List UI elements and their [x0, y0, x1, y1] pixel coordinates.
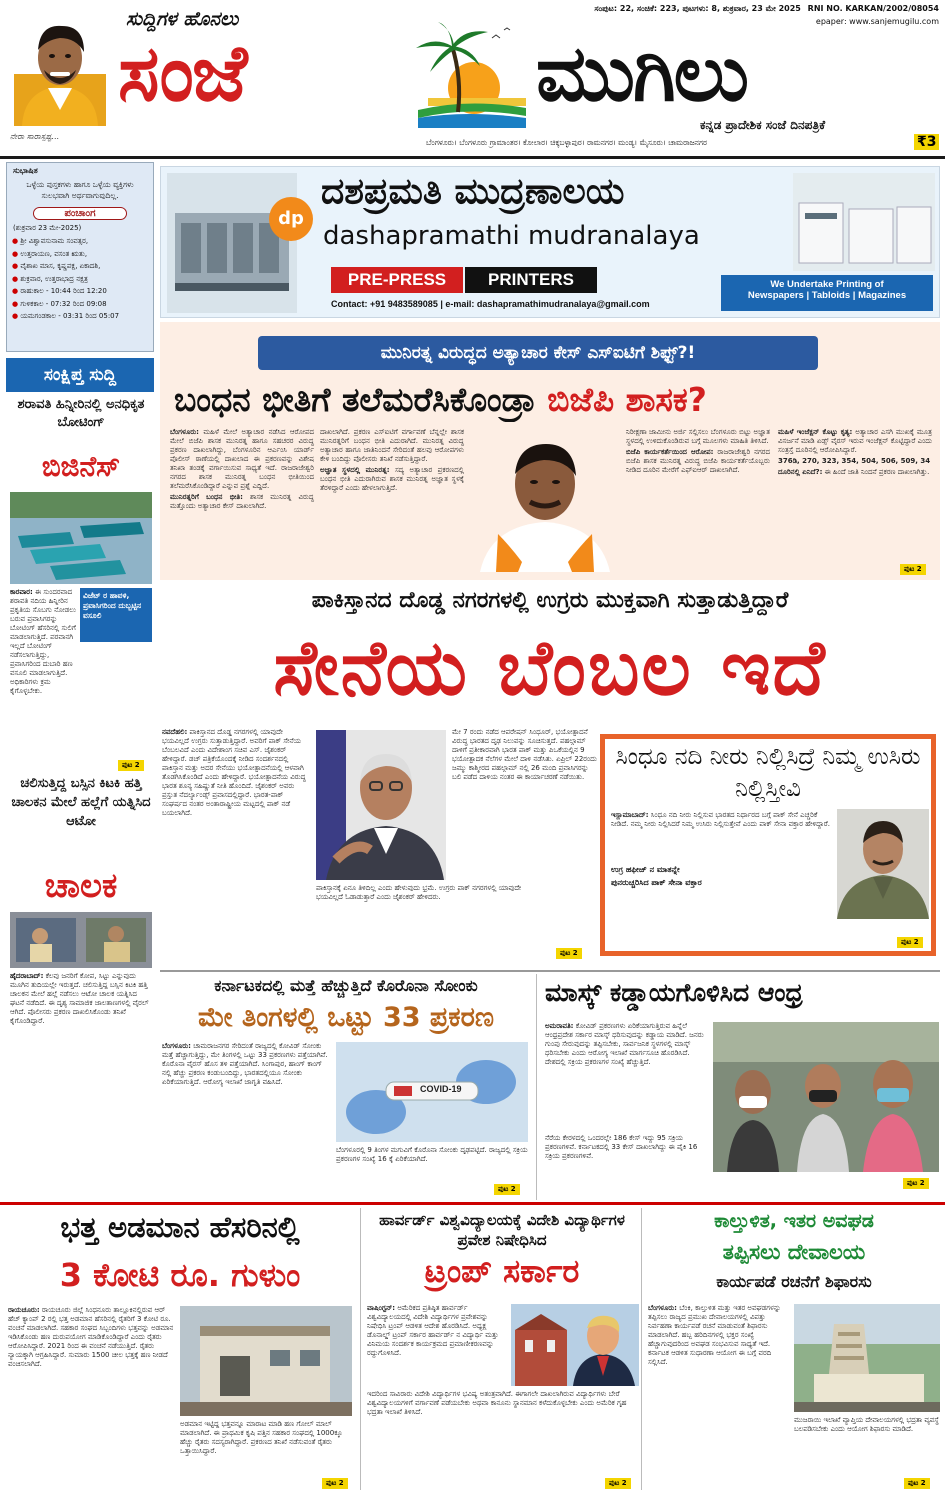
- story7-col2: ಮುಜರಾಯಿ ಇಲಾಖೆ ವ್ಯಾಪ್ತಿಯ ದೇವಾಲಯಗಳಲ್ಲಿ ಭದ್ರತಾ ವ್ಯವಸ್ಥೆ ಬಲಪಡಿಸಬೇಕು ಎಂದು ಆಯೋಗ ಶಿಫಾರಸು ಮಾಡಿದೆ.: [794, 1416, 939, 1433]
- brief2-text: [10, 972, 152, 1025]
- story6-more[interactable]: ಪುಟ 2: [605, 1478, 631, 1489]
- indus-headline: ಸಿಂಧೂ ನದಿ ನೀರು ನಿಲ್ಲಿಸಿದ್ರೆ ನಿಮ್ಮ ಉಸಿರು ನಿಲ್ಲಿಸ್ತೀವಿ: [615, 744, 921, 802]
- dateline: ಬೆಂಗಳೂರು:: [170, 428, 199, 436]
- dp-logo-text: dp: [278, 208, 304, 229]
- story4: [536, 974, 940, 1200]
- ipc-sections: 376ಡಿ, 270, 323, 354, 504, 506, 509, 34: [778, 457, 931, 465]
- sunset-palm-icon: [408, 18, 526, 128]
- ad-services-box: [721, 275, 933, 311]
- brief1-more[interactable]: ಪುಟ 2: [118, 760, 144, 771]
- brief1-side-box: ವಿಜೆಟ್ ರ ಹಾವಳಿ, ಪ್ರವಾಸಿಗರಿಂದ ದುಬ್ಬಟ್ಟಿನ ವಸೂಲಿ: [80, 588, 152, 642]
- panchanga-item-text: ಯಮಗಂಡಕಾಲ - 03:31 ರಿಂದ 05:07: [20, 312, 120, 320]
- story4-more[interactable]: ಪುಟ 2: [903, 1178, 929, 1189]
- ad-banner[interactable]: [160, 166, 940, 318]
- story6-body: ಅಮೆರಿಕದ ಪ್ರತಿಷ್ಠಿತ ಹಾರ್ವರ್ಡ್ ವಿಶ್ವವಿದ್ಯಾಲಯದಲ್ಲಿ ವಿದೇಶಿ ವಿದ್ಯಾರ್ಥಿಗಳ ಪ್ರವೇಶವನ್ನು ನಿಷೇಧಿಸಿ ಟ್ರಂಪ್ ಆಡಳಿತ ಆದೇಶ ಹೊರಡಿಸಿದೆ. ಅಧ್ಯಕ್ಷ ಡೊನಾಲ್ಡ್ ಟ್ರಂಪ್ ಸರ್ಕಾರ ಹಾರ್ವರ್ಡ್ ನ ವಿದ್ಯಾರ್ಥಿ ಮತ್ತು ವಿನಿಮಯ ಸಂದರ್ಶಕ ಕಾರ್ಯಕ್ರಮದ ಪ್ರಮಾಣೀಕರಣವನ್ನು ರದ್ದುಗೊಳಿಸಿದೆ.: [367, 1304, 499, 1357]
- story7-headline-a: ಕಾಲ್ತುಳಿತ, ಇತರ ಅವಘಡ: [714, 1210, 874, 1232]
- panchanga-list: [7, 235, 153, 323]
- photo-caption: ನೇರಾ ಸಾರಾಸ್ಪಷ್ಟ...: [10, 132, 60, 141]
- story5-headline-a: ಭತ್ತ ಅಡಮಾನ ಹೆಸರಿನಲ್ಲಿ: [60, 1210, 300, 1244]
- auto-driver-photo: [10, 912, 152, 968]
- quote-box: [6, 162, 154, 352]
- pak-spokesman-photo: [837, 809, 929, 919]
- ad-services-1: We Undertake Printing of: [770, 279, 884, 290]
- ad-services-2: Newspapers | Tabloids | Magazines: [747, 290, 907, 301]
- dateline: ಕಾರವಾರ:: [10, 588, 33, 596]
- story2-headline: ಸೇನೆಯ ಬೆಂಬಲ ಇದೆ: [273, 623, 827, 712]
- quote-heading: ಸುಭಾಷಿತ: [13, 166, 38, 175]
- indus-more[interactable]: ಪುಟ 2: [897, 937, 923, 948]
- brief2-big: ಚಾಲಕ: [44, 866, 118, 906]
- panchanga-item: ● ಉತ್ತರಾಯಣ, ವಸಂತ ಋತು,: [12, 249, 88, 258]
- dateline: ಬೆಂಗಳೂರು:: [648, 1304, 677, 1312]
- panchanga-item-text: ಶ್ರೀ ವಿಶ್ವಾವಸುನಾಮ ಸಂವತ್ಸರ,: [20, 237, 89, 245]
- story1-col1: [170, 428, 314, 568]
- panchanga-item-text: ವೈಶಾಖ ಮಾಸ, ಕೃಷ್ಣಪಕ್ಷ, ಏಕಾದಶಿ,: [20, 262, 101, 270]
- col-text: ಅತ್ಯಾಚಾರ ಎಸಗಿ ಮುಖಕ್ಕೆ ಮೂತ್ರ ವಿಸರ್ಜನೆ ಮಾಡಿ ಏಡ್ಸ್ ವೈರಸ್ ಇರುವ ಇಂಜೆಕ್ಷನ್ ಕೊಟ್ಟಿದ್ದಾರೆ ಎಂದು ಸಂತ್ರಸ್ತೆ ದೂರಿನಲ್ಲಿ ಆರೋಪಿಸಿದ್ದಾರೆ.: [778, 428, 932, 454]
- ad-name-english: dashapramathi mudranalaya: [323, 221, 700, 251]
- harvard-trump-photo: [511, 1304, 639, 1386]
- panchanga-item: ● ಶ್ರೀ ವಿಶ್ವಾವಸುನಾಮ ಸಂವತ್ಸರ,: [12, 237, 89, 245]
- panchanga-item: ● ವೈಶಾಖ ಮಾಸ, ಕೃಷ್ಣಪಕ್ಷ, ಏಕಾದಶಿ,: [12, 262, 101, 270]
- title-right: ಮುಗಿಲು: [536, 29, 747, 119]
- subhead: ಮುನಿರತ್ನರಿಗೆ ಬಂಧನ ಭೀತಿ:: [170, 493, 243, 501]
- issue-line: [594, 4, 939, 14]
- headline-part-a: ಬಂಧನ ಭೀತಿಗೆ ತಲೆಮರೆಸಿಕೊಂಡ್ರಾ: [174, 380, 536, 419]
- story1-col4: [778, 428, 932, 560]
- story1-kicker: ಮುನಿರತ್ನ ವಿರುದ್ಧದ ಅತ್ಯಾಚಾರ ಕೇಸ್ ಎಸ್ಐಟಿಗೆ ಶಿಫ್ಟ್?!: [258, 336, 818, 370]
- col-text: ಪಾಕಿಸ್ತಾನದ ದೊಡ್ಡ ನಗರಗಳಲ್ಲಿ ಯಾವುದೇ ಭಯವಿಲ್ಲದೆ ಉಗ್ರರು ಸುತ್ತಾಡುತ್ತಿದ್ದಾರೆ. ಅವರಿಗೆ ಪಾಕ್ ಸೇನೆಯ ಬೆಂಬಲವಿದೆ ಎಂದು ವಿದೇಶಾಂಗ ಸಚಿವ ಎಸ್. ಜೈಶಂಕರ್ ಹೇಳಿದ್ದಾರೆ. ಡಚ್ ಪತ್ರಿಕೆಯೊಂದಕ್ಕೆ ನೀಡಿದ ಸಂದರ್ಶನದಲ್ಲಿ ಪಾಕಿಸ್ತಾನ ಮತ್ತು ಅದರ ಸೇನೆಯು ಭಯೋತ್ಪಾದನೆಯಲ್ಲಿ ಆಳವಾಗಿ ತೊಡಗಿಸಿಕೊಂಡಿದೆ ಎಂದು ಹೇಳಿದ್ದಾರೆ. ಭಯೋತ್ಪಾದನೆಯ ವಿರುದ್ಧ ಭಾರತ ಶೂನ್ಯ ಸಹಿಷ್ಣುತೆ ನೀತಿ ಹೊಂದಿದೆ. ಜೈಶಂಕರ್ ಅವರು ಪ್ರಸ್ತುತ ನೆದರ್ಲ್ಯಾಂಡ್ಸ್ ಪ್ರವಾಸದಲ್ಲಿದ್ದಾರೆ. ಭಾರತ-ಪಾಕ್ ಸಂಘರ್ಷದ ನಂತರ ಅಂತಾರಾಷ್ಟ್ರೀಯ ಮಟ್ಟದಲ್ಲಿ ಪಾಕ್ ನಡೆ ಬಯಲಾಗಿದೆ.: [162, 728, 306, 817]
- subhead: ಬಿಜೆಪಿ ಕಾರ್ಯಕರ್ತೆಯಿಂದ ಆರೋಪ:: [626, 448, 714, 456]
- dateline: ಅಮರಾವತಿ:: [545, 1022, 574, 1030]
- panchanga-item: ● ಗುಳಿಕಕಾಲ - 07:32 ರಿಂದ 09:08: [12, 299, 107, 308]
- story7-headline-c: ಕಾರ್ಯಪಡೆ ರಚನೆಗೆ ಶಿಫಾರಸು: [716, 1272, 872, 1291]
- press-room-image: [793, 173, 935, 271]
- subhead: ದೂರಿನಲ್ಲಿ ಏನಿದೆ?:: [778, 468, 823, 476]
- panchanga-item: ● ಯಮಗಂಡಕಾಲ - 03:31 ರಿಂದ 05:07: [12, 312, 120, 320]
- rni-number: RNI NO. KARKAN/2002/08054: [807, 4, 939, 13]
- story7-col1: [648, 1304, 788, 1486]
- editions-line: ಬೆಂಗಳೂರು। ಬೆಂಗಳೂರು ಗ್ರಾಮಾಂತರ। ಕೋಲಾರ। ಚಿಕ್ಕಬಳ್ಳಾಪುರ। ರಾಮನಗರ। ಮಂಡ್ಯ। ಮೈಸೂರು। ಚಾಮರಾಜನಗರ: [426, 138, 707, 147]
- story3-body: ಚಾಮರಾಜನಗರ ಸೇರಿದಂತೆ ರಾಜ್ಯದಲ್ಲಿ ಕೋವಿಡ್ ಸೋಂಕು ಮತ್ತೆ ಹೆಚ್ಚಾಗುತ್ತಿದ್ದು, ಮೇ ತಿಂಗಳಲ್ಲಿ ಒಟ್ಟು 33 ಪ್ರಕರಣಗಳು ಪತ್ತೆಯಾಗಿವೆ. ಕೊರೊನಾ ವೈರಸ್ ಹೊಸ ತಳಿ ಪತ್ತೆಯಾಗಿದೆ. ಸಿಂಗಾಪುರ, ಹಾಂಗ್ ಕಾಂಗ್ ನಲ್ಲಿ ಹೆಚ್ಚು ಪ್ರಕರಣ ಕಂಡುಬಂದಿದ್ದು, ಭಾರತದಲ್ಲಿಯೂ ಸೋಂಕು ಏರಿಕೆಯಾಗುತ್ತಿದೆ. ಆರೋಗ್ಯ ಇಲಾಖೆ ಜಾಗೃತಿ ವಹಿಸಿದೆ.: [162, 1042, 328, 1086]
- panchanga-item-text: ರಾಹುಕಾಲ - 10:44 ರಿಂದ 12:20: [20, 287, 107, 295]
- col-text: ಶಾಸಕ ಮುನಿರತ್ನ ವಿರುದ್ಧ ಮತ್ತೊಂದು ಅತ್ಯಾಚಾರ ಕೇಸ್ ದಾಖಲಾಗಿದೆ.: [170, 493, 314, 510]
- story1-col3: [626, 428, 770, 568]
- divider: [160, 970, 940, 972]
- story4-col1: [545, 1022, 709, 1122]
- col-text: ರಾಜರಾಜೇಶ್ವರಿ ನಗರದ ಬಿಜೆಪಿ ಶಾಸಕ ಮುನಿರತ್ನ ವಿರುದ್ಧ ಬಿಜೆಪಿ ಕಾರ್ಯಕರ್ತೆಯೊಬ್ಬರು ನೀಡಿದ ದೂರಿನ ಮೇರೆಗೆ ಎಫ್ಐಆರ್ ದಾಖಲಾಗಿದೆ.: [626, 448, 770, 474]
- covid-label: COVID-19: [420, 1084, 462, 1094]
- panchanga-item-text: ಗುಳಿಕಕಾಲ - 07:32 ರಿಂದ 09:08: [20, 299, 107, 308]
- title-left: ಸಂಜೆ: [118, 29, 246, 119]
- story5: [4, 1208, 356, 1490]
- story5-body: ರಾಯಚೂರು ಜಿಲ್ಲೆ ಸಿಂಧನೂರು ತಾಲ್ಲೂಕಿನಲ್ಲಿರುವ ಆರ್ ಹೆಚ್ ಕ್ಯಾಂಪ್ 2 ರಲ್ಲಿ ಭತ್ತ ಅಡಮಾನ ಹೆಸರಿನಲ್ಲಿ ರೈತರಿಗೆ 3 ಕೋಟಿ ರೂ. ವಂಚನೆ ಮಾಡಲಾಗಿದೆ. ಸಹಕಾರ ಸಂಘದ ಸಿಬ್ಬಂದಿಗಳು ಭತ್ತವನ್ನು ಅಡಮಾನ ಇಡಿಸಿಕೊಂಡು ಹಣ ದುರುಪಯೋಗ ಮಾಡಿಕೊಂಡಿದ್ದಾರೆ ಎಂದು ರೈತರು ಆರೋಪಿಸಿದ್ದಾರೆ. 2021 ರಿಂದ ಈ ವಂಚನೆ ನಡೆಯುತ್ತಿದೆ. ರೈತರು ನ್ಯಾಯಕ್ಕಾಗಿ ಆಗ್ರಹಿಸಿದ್ದಾರೆ. ಸುಮಾರು 1500 ಚೀಲ ಭತ್ತಕ್ಕೆ ಹಣ ನೀಡದೆ ವಂಚಿಸಲಾಗಿದೆ.: [8, 1306, 174, 1368]
- panchanga-item: ● ರಾಹುಕಾಲ - 10:44 ರಿಂದ 12:20: [12, 287, 107, 295]
- masthead-portrait: [14, 14, 106, 126]
- masked-people-photo: [713, 1022, 939, 1172]
- ad-contact: Contact: +91 9483589085 | e-mail: dashapramathimudranalaya@gmail.com: [331, 299, 650, 309]
- panchanga-date: (ಶುಕ್ರವಾರ 23 ಮೇ-2025): [13, 224, 82, 232]
- brief1-body: ಈ ಸುಂದರವಾದ ಶರಾವತಿ ನದಿಯ ಹಿನ್ನೀರಿನ ಪ್ರಕೃತಿಯ ಸೊಬಗು ನೋಡಲು ಬರುವ ಪ್ರವಾಸಿಗರನ್ನು ಬೋಟಿಂಗ್ ಹೆಸರಿನಲ್ಲಿ ಸುಲಿಗೆ ಮಾಡಲಾಗುತ್ತಿದೆ. ಪರವಾನಗಿ ಇಲ್ಲದೆ ಬೋಟಿಂಗ್ ನಡೆಸಲಾಗುತ್ತಿದ್ದು, ಪ್ರವಾಸಿಗರಿಂದ ದುಬಾರಿ ಹಣ ವಸೂಲಿ ಮಾಡಲಾಗುತ್ತಿದೆ. ಅಧಿಕಾರಿಗಳು ಕ್ರಮ ಕೈಗೊಳ್ಳಬೇಕು.: [10, 588, 76, 695]
- story2-col1: [162, 728, 310, 954]
- indus-box: [600, 734, 936, 956]
- indus-quote: ಉಗ್ರ ಹಫೀಜ್ ನ ಮಾತನ್ನೇ ಪುನರುಚ್ಚರಿಸಿದ ಪಾಕ್ ಸೇನಾ ವಕ್ತಾರ: [611, 865, 702, 887]
- dateline: ಹೈದರಾಬಾದ್:: [10, 972, 44, 980]
- sidebar: [6, 160, 154, 1025]
- tagline: ಸುದ್ದಿಗಳ ಹೊನಲು: [126, 8, 239, 30]
- temple-photo: [794, 1304, 940, 1412]
- story7: [646, 1208, 942, 1490]
- headline-part-b: ಬಿಜೆಪಿ ಶಾಸಕ?: [547, 380, 707, 419]
- story6-kicker: ಹಾರ್ವರ್ಡ್ ವಿಶ್ವವಿದ್ಯಾಲಯಕ್ಕೆ ವಿದೇಶಿ ವಿದ್ಯಾರ್ಥಿಗಳ ಪ್ರವೇಶ ನಿಷೇಧಿಸಿದ: [379, 1211, 625, 1249]
- story2-caption: ಪಾಕಿಸ್ತಾನಕ್ಕೆ ಏನೂ ತಿಳಿದಿಲ್ಲ ಎಂದು ಹೇಳುವುದು ಭ್ರಮೆ. ಉಗ್ರರು ಪಾಕ್ ನಗರಗಳಲ್ಲಿ ಯಾವುದೇ ಭಯವಿಲ್ಲದೆ ಓಡಾಡುತ್ತಾರೆ ಎಂದು ಜೈಶಂಕರ್ ಹೇಳಿದರು.: [316, 884, 522, 901]
- story3: [160, 974, 532, 1200]
- story1: [160, 322, 940, 580]
- story1-more[interactable]: ಪುಟ 2: [900, 564, 926, 575]
- story5-col1: [8, 1306, 174, 1488]
- price-badge: ₹3: [914, 134, 939, 150]
- col-text: ಈ ಹಿಂದೆ ಜಾತಿ ನಿಂದನೆ ಪ್ರಕರಣ ದಾಖಲಾಗಿತ್ತು.: [824, 468, 930, 476]
- brief2-body: ಕೆಲವು ಜನರಿಗೆ ಕೋಪ, ಸಿಟ್ಟು ಎನ್ನುವುದು ಮೂಗಿನ ತುದಿಯಲ್ಲೇ ಇರುತ್ತದೆ. ಚಲಿಸುತ್ತಿದ್ದ ಬಸ್ಸಿನ ಕಿಟಕಿ ಹತ್ತಿ ಚಾಲಕನ ಮೇಲೆ ಹಲ್ಲೆ ನಡೆಸಲು ಆಟೋ ಚಾಲಕ ಯತ್ನಿಸಿದ ಘಟನೆ ನಡೆದಿದೆ. ಈ ದೃಶ್ಯ ಸಾಮಾಜಿಕ ಜಾಲತಾಣಗಳಲ್ಲಿ ವೈರಲ್ ಆಗಿದೆ. ಪೊಲೀಸರು ಪ್ರಕರಣ ದಾಖಲಿಸಿಕೊಂಡು ತನಿಖೆ ಕೈಗೊಂಡಿದ್ದಾರೆ.: [10, 972, 149, 1025]
- col-text: ದಾಖಲಾಗಿದೆ. ಪ್ರಕರಣ ಎಸ್ಐಟಿಗೆ ವರ್ಗಾವಣೆ ಬೆನ್ನಲ್ಲೇ ಶಾಸಕ ಮುನಿರತ್ನರಿಗೆ ಬಂಧನ ಭೀತಿ ಎದುರಾಗಿದೆ. ಮುನಿರತ್ನ ವಿರುದ್ಧ ಅತ್ಯಾಚಾರ ಹಾಗೂ ಜಾತಿನಿಂದನೆ ಸೇರಿದಂತೆ ಹಲವು ಆರೋಪಗಳು ಕೇಳಿ ಬಂದಿದ್ದು ಪೊಲೀಸರು ತನಿಖೆ ನಡೆಸುತ್ತಿದ್ದಾರೆ.: [320, 428, 464, 463]
- subhead: ಅಜ್ಞಾತ ಸ್ಥಳದಲ್ಲಿ ಮುನಿರತ್ನ:: [320, 466, 390, 474]
- col-text: ಮಹಿಳೆ ಮೇಲೆ ಅತ್ಯಾಚಾರ ನಡೆಸಿದ ಆರೋಪದ ಮೇಲೆ ಬಿಜೆಪಿ ಶಾಸಕ ಮುನಿರತ್ನ ಹಾಗೂ ಸಹಚರರ ವಿರುದ್ಧ ಪ್ರಕರಣ ದಾಖಲಾಗಿದ್ದು, ಬೆಂಗಳೂರಿನ ಆರ್ಎಂಸಿ ಯಾರ್ಡ್ ಪೊಲೀಸ್ ಠಾಣೆಯಲ್ಲಿ ದಾಖಲಾದ ಈ ಪ್ರಕರಣವನ್ನು ವಿಶೇಷ ತನಿಖಾ ತಂಡಕ್ಕೆ ವರ್ಗಾಯಿಸುವ ಸಾಧ್ಯತೆ ಇದೆ. ರಾಜರಾಜೇಶ್ವರಿ ನಗರದ ಶಾಸಕ ಮುನಿರತ್ನ ಬಂಧನ ಭೀತಿಯಿಂದ ತಲೆಮರೆಸಿಕೊಂಡಿದ್ದಾರೆ ಎನ್ನುವ ಪ್ರಶ್ನೆ ಎದ್ದಿದೆ.: [170, 428, 314, 490]
- story6-col2: ಇದರಿಂದ ಸಾವಿರಾರು ವಿದೇಶಿ ವಿದ್ಯಾರ್ಥಿಗಳ ಭವಿಷ್ಯ ಅತಂತ್ರವಾಗಿದೆ. ಈಗಾಗಲೇ ದಾಖಲಾಗಿರುವ ವಿದ್ಯಾರ್ಥಿಗಳು ಬೇರೆ ವಿಶ್ವವಿದ್ಯಾಲಯಗಳಿಗೆ ವರ್ಗಾವಣೆ ಪಡೆಯಬೇಕು ಅಥವಾ ಕಾನೂನು ಸ್ಥಾನಮಾನ ಕಳೆದುಕೊಳ್ಳಬೇಕು ಎಂದು ಅಮೆರಿಕ ಗೃಹ ಭದ್ರತಾ ಇಲಾಖೆ ತಿಳಿಸಿದೆ.: [367, 1390, 627, 1416]
- story1-col2: [320, 428, 464, 568]
- story2-col2: ಮೇ 7 ರಂದು ನಡೆದ ಆಪರೇಷನ್ ಸಿಂಧೂರ್, ಭಯೋತ್ಪಾದನೆ ವಿರುದ್ಧ ಭಾರತದ ದೃಢ ನಿಲುವನ್ನು ಸೂಚಿಸುತ್ತದೆ. ಪಹಲ್ಗಾಮ್ ದಾಳಿಗೆ ಪ್ರತೀಕಾರವಾಗಿ ಭಾರತ ಪಾಕ್ ಮತ್ತು ಪಿಒಕೆಯಲ್ಲಿನ 9 ಭಯೋತ್ಪಾದಕ ನೆಲೆಗಳ ಮೇಲೆ ದಾಳಿ ನಡೆಸಿತು. ಏಪ್ರಿಲ್ 22ರಂದು ಜಮ್ಮು ಕಾಶ್ಮೀರದ ಪಹಲ್ಗಾಮ್ ನಲ್ಲಿ 26 ಮಂದಿ ಪ್ರವಾಸಿಗರನ್ನು ಬಲಿ ಪಡೆದ ದಾಳಿಯ ನಂತರ ಈ ಕಾರ್ಯಾಚರಣೆ ನಡೆಯಿತು.: [452, 728, 597, 781]
- brief1-text: [10, 588, 78, 758]
- brief1-headline: ಶರಾವತಿ ಹಿನ್ನೀರಿನಲ್ಲಿ ಅನಧಿಕೃತ ಬೋಟಿಂಗ್: [17, 397, 145, 430]
- story4-body: ಕೋವಿಡ್ ಪ್ರಕರಣಗಳು ಏರಿಕೆಯಾಗುತ್ತಿರುವ ಹಿನ್ನೆಲೆ ಆಂಧ್ರಪ್ರದೇಶ ಸರ್ಕಾರ ಮಾಸ್ಕ್ ಧರಿಸುವುದನ್ನು ಕಡ್ಡಾಯ ಮಾಡಿದೆ. ಜನರು ಗುಂಪು ಸೇರುವುದನ್ನು ತಪ್ಪಿಸಬೇಕು, ಸಾರ್ವಜನಿಕ ಸ್ಥಳಗಳಲ್ಲಿ ಮಾಸ್ಕ್ ಧರಿಸಬೇಕು ಎಂದು ಆರೋಗ್ಯ ಇಲಾಖೆ ಮಾರ್ಗಸೂಚಿ ಹೊರಡಿಸಿದೆ. ದೇಶದಲ್ಲಿ ಸಕ್ರಿಯ ಪ್ರಕರಣಗಳ ಸಂಖ್ಯೆ ಹೆಚ್ಚುತ್ತಿದೆ.: [545, 1022, 704, 1066]
- col-text: ಸದ್ಯ ಅತ್ಯಾಚಾರ ಪ್ರಕರಣದಲ್ಲಿ ಬಂಧನ ಭೀತಿ ಎದುರಾಗಿರುವ ಶಾಸಕ ಮುನಿರತ್ನ ಅಜ್ಞಾತ ಸ್ಥಳಕ್ಕೆ ತೆರಳಿದ್ದಾರೆ ಎಂದು ಹೇಳಲಾಗುತ್ತಿದೆ.: [320, 466, 464, 492]
- dateline: ನವದೆಹಲಿ:: [162, 728, 188, 736]
- story5-headline-b: 3 ಕೋಟಿ ರೂ. ಗುಳುಂ: [59, 1256, 301, 1294]
- dateline: ವಾಷಿಂಗ್ಟನ್:: [367, 1304, 396, 1312]
- dp-logo-icon: [269, 197, 313, 241]
- issue-info: ಸಂಪುಟ: 22, ಸಂಚಿಕೆ: 223, ಪುಟಗಳು: 8, ಶುಕ್ರವಾರ, 23 ಮೇ 2025: [594, 4, 801, 13]
- story6-headline: ಟ್ರಂಪ್ ಸರ್ಕಾರ: [424, 1252, 580, 1290]
- story3-col1: [162, 1042, 328, 1194]
- masthead-divider: [0, 156, 945, 159]
- story7-more[interactable]: ಪುಟ 2: [904, 1478, 930, 1489]
- story6: [360, 1208, 642, 1490]
- panchanga-item-text: ಉತ್ತರಾಯಣ, ವಸಂತ ಋತು,: [20, 249, 88, 258]
- subhead: ಮಹಿಳೆ ಇಂಜೆಕ್ಷನ್ ಕೊಟ್ಟು ಕೃತ್ಯ:: [778, 428, 853, 436]
- story5-col2: ಅಡಮಾನ ಇಟ್ಟಿದ್ದ ಭತ್ತವನ್ನೂ ಮಾರಾಟ ಮಾಡಿ ಹಣ ಗೋಲ್ ಮಾಲ್ ಮಾಡಲಾಗಿದೆ. ಈ ಪ್ರಾಥಮಿಕ ಕೃಷಿ ಪತ್ತಿನ ಸಹಕಾರ ಸಂಘದಲ್ಲಿ 1000ಕ್ಕೂ ಹೆಚ್ಚು ರೈತರು ಸದಸ್ಯರಾಗಿದ್ದಾರೆ. ಪ್ರಕರಣದ ತನಿಖೆ ನಡೆಸುವಂತೆ ರೈತರು ಒತ್ತಾಯಿಸಿದ್ದಾರೆ.: [180, 1420, 343, 1455]
- printing-machine-image: [167, 173, 297, 313]
- prepress-label: PRE-PRESS: [331, 267, 463, 293]
- masthead-subtitle: ಕನ್ನಡ ಪ್ರಾದೇಶಿಕ ಸಂಜೆ ದಿನಪತ್ರಿಕೆ: [700, 118, 826, 132]
- story4-headline: ಮಾಸ್ಕ್ ಕಡ್ಡಾಯಗೊಳಿಸಿದ ಆಂಧ್ರ: [545, 978, 803, 1007]
- quote-text: ಒಳ್ಳೆಯ ಪುಸ್ತಕಗಳು ಹಾಗೂ ಒಳ್ಳೆಯ ವ್ಯಕ್ತಿಗಳು ಸುಲಭವಾಗಿ ಅರ್ಥವಾಗುವುದಿಲ್ಲ.: [26, 180, 134, 200]
- dateline: ರಾಯಚೂರು:: [8, 1306, 40, 1314]
- story4-col2: ನೆರೆಯ ಕೇರಳದಲ್ಲಿ ಒಂದರಲ್ಲೇ 186 ಕೇಸ್ ಇದ್ದು 95 ಸಕ್ರಿಯ ಪ್ರಕರಣಗಳಿವೆ. ಕರ್ನಾಟಕದಲ್ಲಿ 33 ಕೇಸ್ ದಾಖಲಾಗಿದ್ದು ಈ ಪೈಕಿ 16 ಸಕ್ರಿಯ ಪ್ರಕರಣಗಳಿವೆ.: [545, 1134, 698, 1160]
- masthead: [0, 0, 945, 160]
- boats-photo: [10, 492, 152, 584]
- dateline: ಬೆಂಗಳೂರು:: [162, 1042, 191, 1050]
- story3-headline: ಮೇ ತಿಂಗಳಲ್ಲಿ ಒಟ್ಟು 33 ಪ್ರಕರಣ: [197, 1002, 495, 1033]
- indus-body: ಸಿಂಧೂ ನದಿ ನೀರು ನಿಲ್ಲಿಸುವ ಭಾರತದ ನಿರ್ಧಾರದ ಬಗ್ಗೆ ಪಾಕ್ ಸೇನೆ ಎಚ್ಚರಿಕೆ ನೀಡಿದೆ. ನಮ್ಮ ನೀರು ನಿಲ್ಲಿಸಿದರೆ ನಿಮ್ಮ ಉಸಿರು ನಿಲ್ಲಿಸುತ್ತೇವೆ ಎಂದು ಪಾಕ್ ಸೇನಾ ವಕ್ತಾರ ಹೇಳಿದ್ದಾರೆ.: [611, 811, 831, 828]
- bottom-divider: [0, 1202, 945, 1205]
- mla-photo: [470, 422, 620, 572]
- ad-name-kannada: ದಶಪ್ರಮತಿ ಮುದ್ರಣಾಲಯ: [321, 171, 625, 212]
- story7-headline-b: ತಪ್ಪಿಸಲು ದೇವಾಲಯ: [722, 1240, 866, 1264]
- story2: [160, 586, 940, 966]
- story3-col2: ಬೆಂಗಳೂರಲ್ಲಿ 9 ತಿಂಗಳ ಮಗುವಿಗೆ ಕೊರೊನಾ ಸೋಂಕು ದೃಢಪಟ್ಟಿದೆ. ರಾಜ್ಯದಲ್ಲಿ ಸಕ್ರಿಯ ಪ್ರಕರಣಗಳ ಸಂಖ್ಯೆ 16 ಕ್ಕೆ ಏರಿಕೆಯಾಗಿದೆ.: [336, 1146, 528, 1163]
- panchanga-item: ● ಶುಕ್ರವಾರ, ಉತ್ತರಾಭಾದ್ರ ನಕ್ಷತ್ರ: [12, 274, 88, 283]
- story2-kicker: ಪಾಕಿಸ್ತಾನದ ದೊಡ್ಡ ನಗರಗಳಲ್ಲಿ ಉಗ್ರರು ಮುಕ್ತವಾಗಿ ಸುತ್ತಾಡುತ್ತಿದ್ದಾರೆ: [311, 588, 789, 613]
- story5-more[interactable]: ಪುಟ 2: [322, 1478, 348, 1489]
- brief1-big: ಬಿಜಿನೆಸ್: [41, 450, 121, 483]
- story3-more[interactable]: ಪುಟ 2: [494, 1184, 520, 1195]
- building-photo: [180, 1306, 352, 1416]
- story6-col1: [367, 1304, 507, 1386]
- dateline: ಇಸ್ಲಾಮಾಬಾದ್:: [611, 811, 649, 819]
- covid-test-photo: [336, 1042, 528, 1142]
- epaper-link[interactable]: epaper: www.sanjemugilu.com: [815, 17, 939, 26]
- printers-label: PRINTERS: [465, 267, 597, 293]
- panchanga-title: ಪಂಚಾಂಗ: [33, 207, 127, 220]
- jaishankar-photo: [316, 730, 446, 880]
- indus-text: [611, 811, 835, 859]
- brief-title: ಸಂಕ್ಷಿಪ್ತ ಸುದ್ದಿ: [6, 358, 154, 392]
- story2-more[interactable]: ಪುಟ 2: [556, 948, 582, 959]
- story1-headline: [174, 380, 934, 420]
- brief2-headline: ಚಲಿಸುತ್ತಿದ್ದ ಬಸ್ಸಿನ ಕಿಟಕಿ ಹತ್ತಿ ಚಾಲಕನ ಮೇಲೆ ಹಲ್ಲೆಗೆ ಯತ್ನಿಸಿದ ಆಟೋ: [11, 776, 151, 829]
- story3-kicker: ಕರ್ನಾಟಕದಲ್ಲಿ ಮತ್ತೆ ಹೆಚ್ಚುತ್ತಿದೆ ಕೊರೊನಾ ಸೋಂಕು: [214, 976, 478, 995]
- story7-body: ಬೆಂಕಿ, ಕಾಲ್ತುಳಿತ ಮತ್ತು ಇತರ ಅವಘಡಗಳನ್ನು ತಪ್ಪಿಸಲು ರಾಜ್ಯದ ಪ್ರಮುಖ ದೇವಾಲಯಗಳಲ್ಲಿ ವಿಪತ್ತು ನಿರ್ವಹಣಾ ಕಾರ್ಯಪಡೆ ರಚನೆ ಮಾಡುವಂತೆ ಶಿಫಾರಸು ಮಾಡಲಾಗಿದೆ. ಹಬ್ಬ ಹರಿದಿನಗಳಲ್ಲಿ ಭಕ್ತರ ಸಂಖ್ಯೆ ಹೆಚ್ಚಾಗುವುದರಿಂದ ಅವಘಡ ಸಂಭವಿಸುವ ಸಾಧ್ಯತೆ ಇದೆ. ಕರ್ನಾಟಕ ಆಡಳಿತ ಸುಧಾರಣಾ ಆಯೋಗ ಈ ಬಗ್ಗೆ ವರದಿ ಸಲ್ಲಿಸಿದೆ.: [648, 1304, 781, 1366]
- panchanga-item-text: ಶುಕ್ರವಾರ, ಉತ್ತರಾಭಾದ್ರ ನಕ್ಷತ್ರ: [20, 274, 88, 283]
- col-text: ನಿರೀಕ್ಷಣಾ ಜಾಮೀನು ಅರ್ಜಿ ಸಲ್ಲಿಸಲು ಬೆಂಗಳೂರು ಬಿಟ್ಟು ಅಜ್ಞಾತ ಸ್ಥಳದಲ್ಲಿ ಉಳಿದುಕೊಂಡಿರುವ ಬಗ್ಗೆ ಮೂಲಗಳು ಮಾಹಿತಿ ತಿಳಿಸಿದೆ.: [626, 428, 770, 445]
